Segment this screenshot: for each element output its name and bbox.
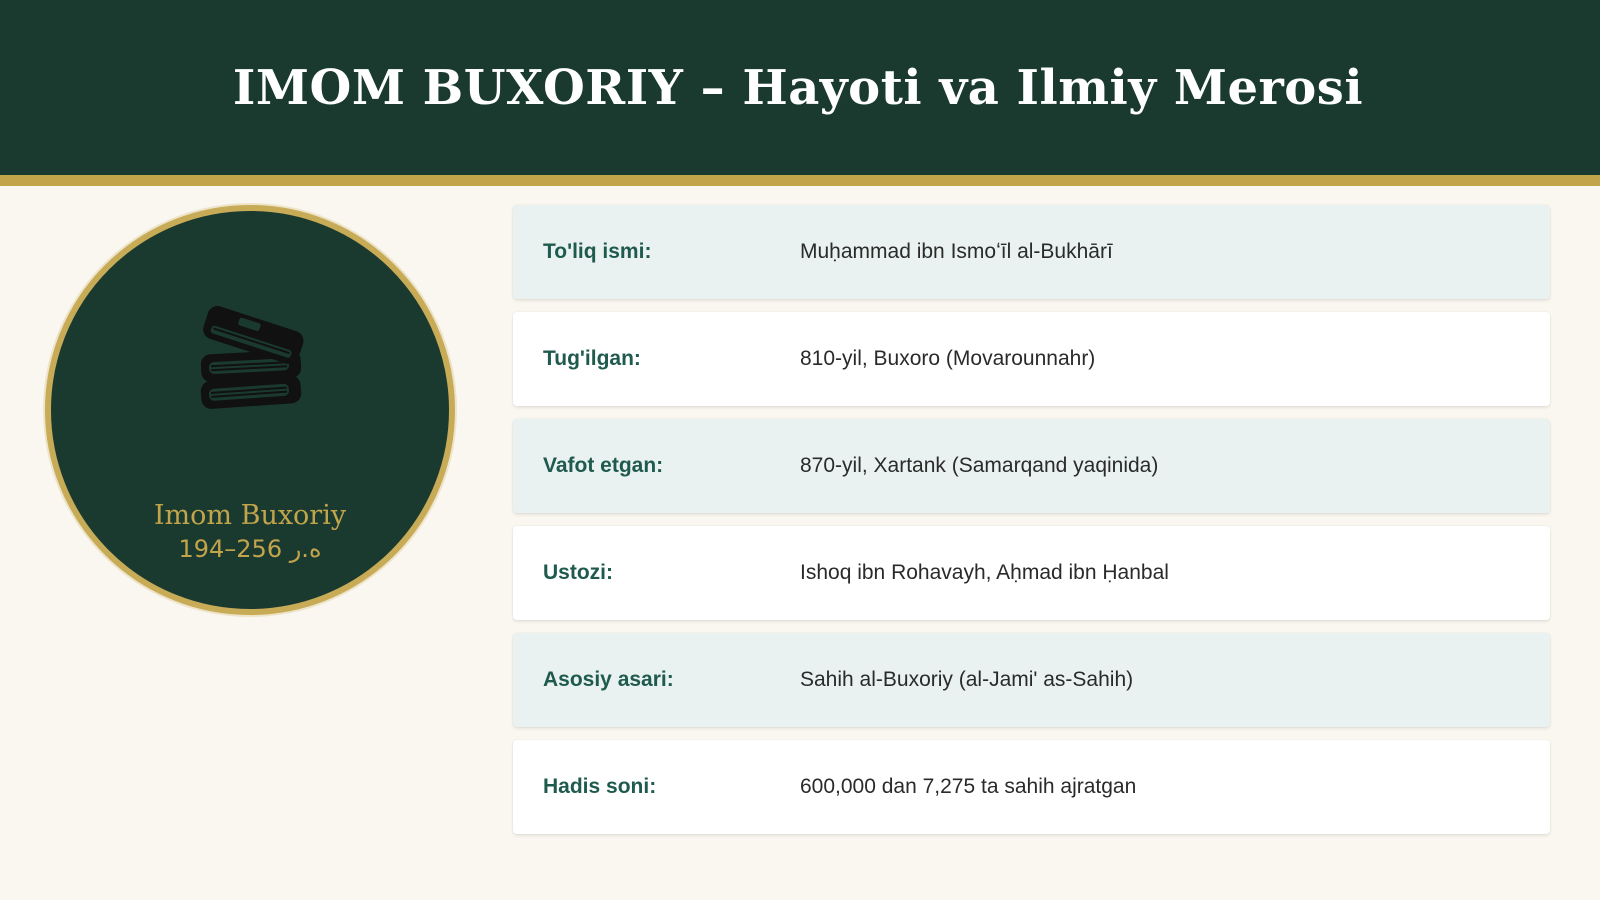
portrait-years: 194–256 ه.ر	[178, 535, 322, 563]
info-value: 870-yil, Xartank (Samarqand yaqinida)	[800, 454, 1159, 477]
info-row-main-work	[513, 633, 1550, 727]
header-divider	[0, 175, 1600, 186]
books-icon	[191, 304, 315, 428]
info-row-full-name	[513, 205, 1550, 299]
info-label: Ustozi:	[543, 561, 613, 584]
info-label: Hadis soni:	[543, 775, 657, 798]
info-list	[513, 205, 1550, 847]
page-title: IMOM BUXORIY – Hayoti va Ilmiy Merosi	[232, 59, 1364, 116]
page-header	[0, 0, 1600, 175]
info-value: 810-yil, Buxoro (Movarounnahr)	[800, 347, 1096, 370]
info-value: Muḥammad ibn Ismoʻīl al-Bukhārī	[800, 240, 1113, 263]
info-value: Sahih al-Buxoriy (al-Jami' as-Sahih)	[800, 668, 1134, 691]
info-label: To'liq ismi:	[543, 240, 652, 263]
info-row-hadith-count	[513, 740, 1550, 834]
portrait-name: Imom Buxoriy	[153, 500, 347, 531]
info-label: Asosiy asari:	[543, 668, 674, 691]
info-value: 600,000 dan 7,275 ta sahih ajratgan	[800, 775, 1137, 798]
info-row-died	[513, 419, 1550, 513]
info-label: Vafot etgan:	[543, 454, 664, 477]
info-value: Ishoq ibn Rohavayh, Aḥmad ibn Ḥanbal	[800, 561, 1169, 584]
info-label: Tug'ilgan:	[543, 347, 641, 370]
info-row-teachers	[513, 526, 1550, 620]
info-row-born	[513, 312, 1550, 406]
portrait-medallion	[45, 205, 455, 615]
